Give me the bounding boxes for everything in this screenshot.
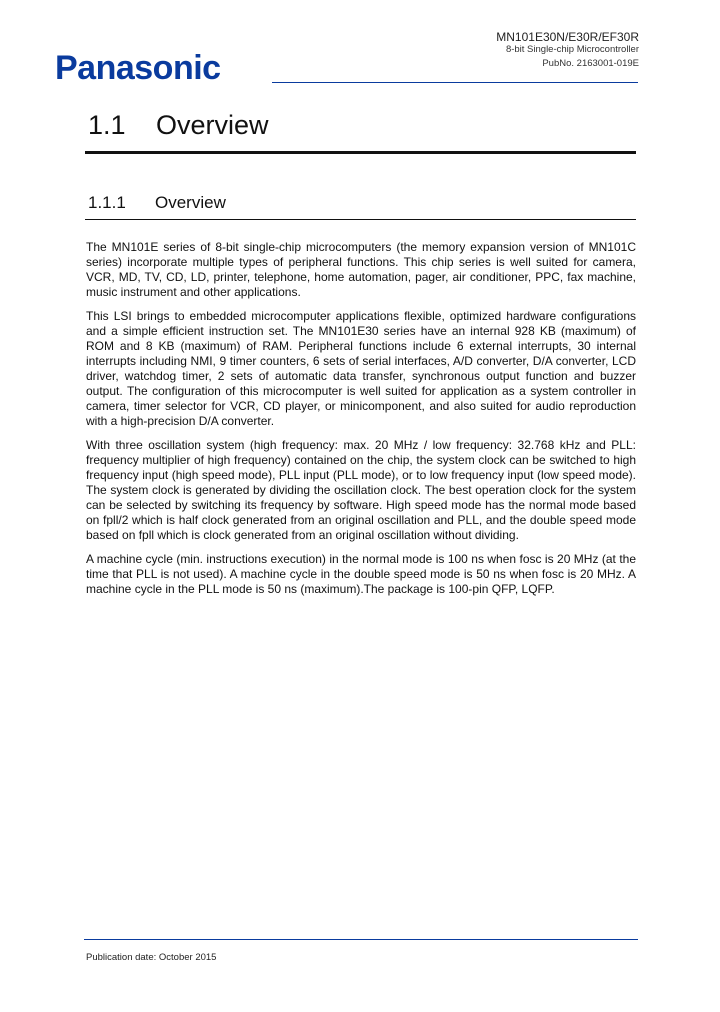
body-text — [86, 240, 636, 606]
subsection-rule — [85, 219, 636, 220]
paragraph: With three oscillation system (high frequency: max. 20 MHz / low frequency: 32.768 kHz and PLL: frequency multiplier of high frequency) contained on the chip, the system clock can be switched to high frequency input (high speed mode), PLL input (PLL mode), or to low frequency input (low speed mode). The system clock is generated by dividing the oscillation clock. The best operation clock for the system can be selected by switching its frequency by software. High speed mode has the normal mode based on fpll/2 which is half clock generated from an original oscillation and PLL, and the double speed mode based on fpll which is clock generated from an original oscillation without dividing. — [86, 438, 636, 542]
panasonic-logo: Panasonic — [55, 49, 221, 87]
subsection-heading — [88, 193, 226, 213]
subsection-title: Overview — [155, 193, 226, 212]
document-subtitle: 8-bit Single-chip Microcontroller — [505, 44, 639, 55]
section-heading — [88, 110, 269, 141]
header-rule — [272, 82, 638, 83]
part-numbers: MN101E30N/E30R/EF30R — [496, 30, 639, 44]
publication-date: Publication date: October 2015 — [86, 952, 217, 963]
section-title: Overview — [156, 110, 269, 140]
footer-rule — [84, 939, 638, 940]
paragraph: The MN101E series of 8-bit single-chip microcomputers (the memory expansion version of MN101C series) incorporate multiple types of peripheral functions. This chip series is well suited for camera, VCR, MD, TV, CD, LD, printer, telephone, home automation, pager, air conditioner, PPC, fax machine, music instrument and other applications. — [86, 240, 636, 299]
paragraph: This LSI brings to embedded microcomputer applications flexible, optimized hardware configurations and a simple efficient instruction set. The MN101E30 series have an internal 928 KB (maximum) of ROM and 8 KB (maximum) of RAM. Peripheral functions include 6 external interrupts, 30 internal interrupts including NMI, 9 timer counters, 6 sets of serial interfaces, A/D converter, D/A converter, LCD driver, watchdog timer, 2 sets of automatic data transfer, synchronous output function and buzzer output. The configuration of this microcomputer is well suited for application as a system controller in camera, timer selector for VCR, CD player, or minicomponent, and also suited for audio reproduction with a high-precision D/A converter. — [86, 309, 636, 428]
section-number: 1.1 — [88, 110, 126, 140]
section-rule — [85, 151, 636, 154]
publication-number: PubNo. 2163001-019E — [542, 58, 639, 69]
paragraph: A machine cycle (min. instructions execution) in the normal mode is 100 ns when fosc is 20 MHz (at the time that PLL is not used). A machine cycle in the double speed mode is 50 ns when fosc is 20 MHz. A machine cycle in the PLL mode is 50 ns (maximum).The package is 100-pin QFP, LQFP. — [86, 552, 636, 596]
subsection-number: 1.1.1 — [88, 193, 126, 212]
